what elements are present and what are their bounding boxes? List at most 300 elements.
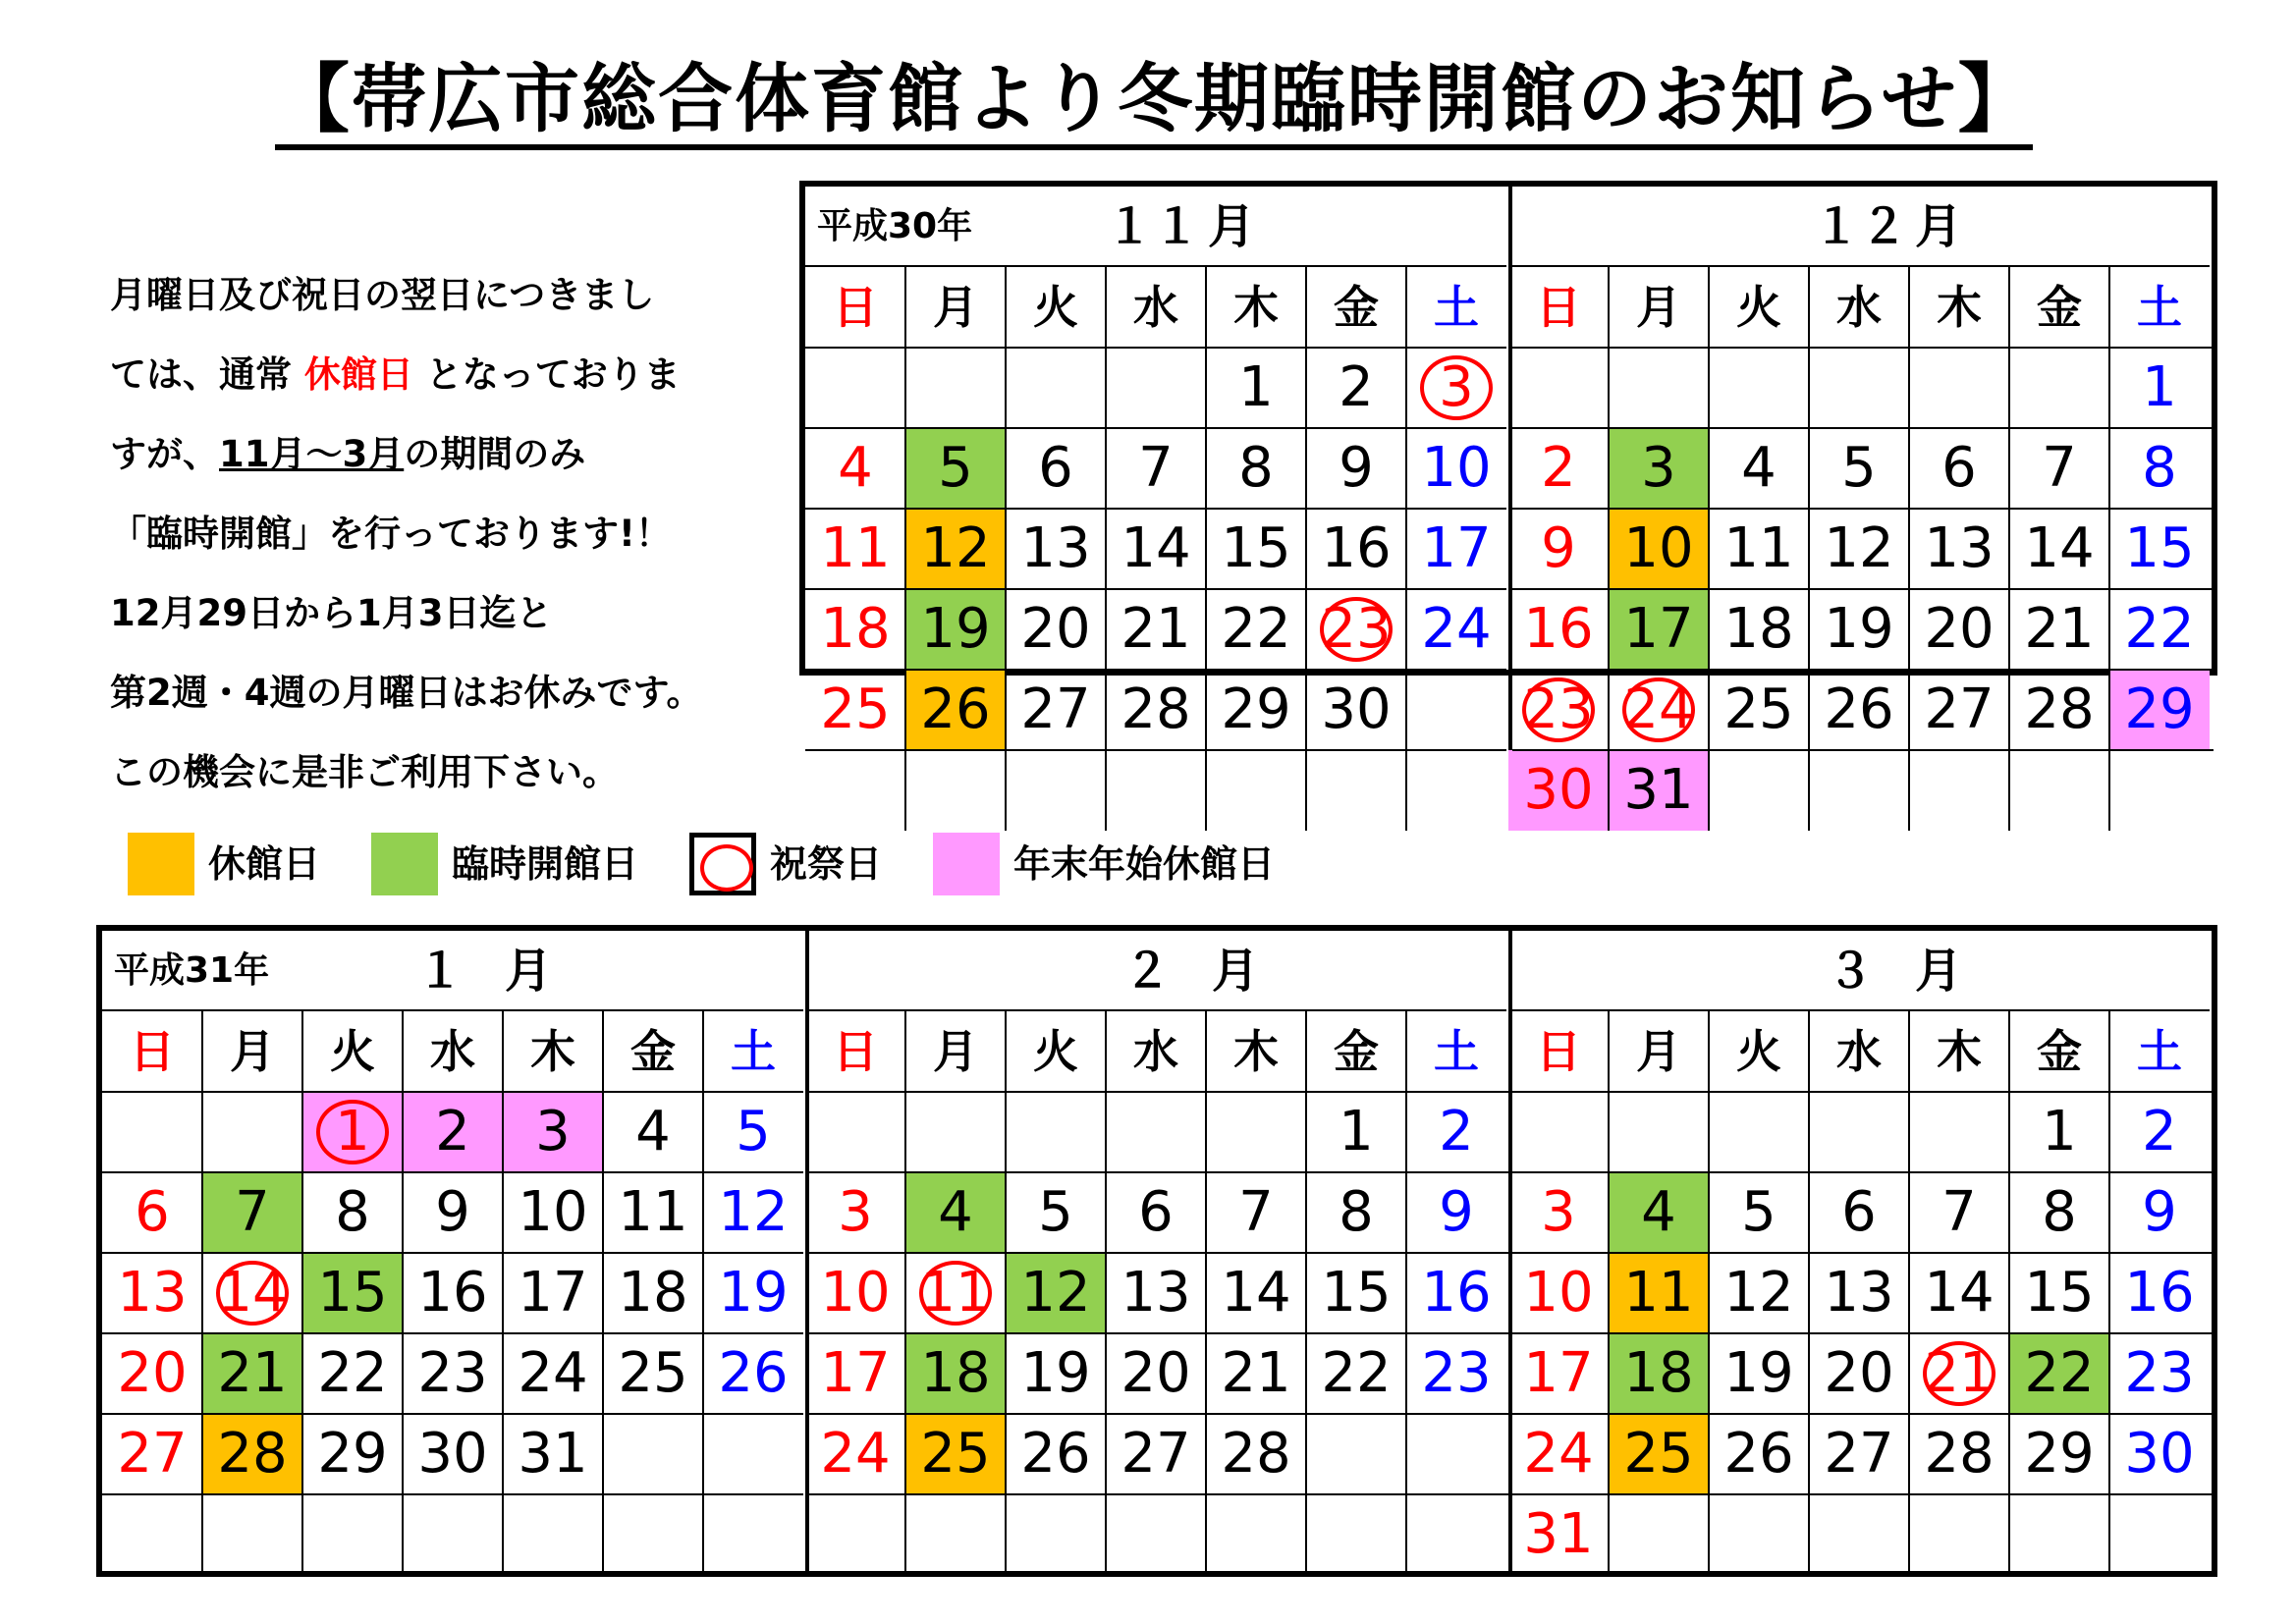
day-number: 16 [1421, 1261, 1492, 1325]
day-number: 4 [1741, 436, 1777, 500]
day-number: 27 [1824, 1422, 1894, 1486]
day-number: 14 [1121, 516, 1191, 580]
day-number: 6 [1841, 1180, 1877, 1244]
month-number: ３ [1827, 944, 1875, 999]
calendar-day [805, 428, 905, 509]
weekday-header: 月 [933, 281, 978, 334]
calendar-empty-cell [1609, 348, 1709, 428]
calendar-day [403, 1414, 503, 1494]
day-number: 12 [718, 1180, 789, 1244]
day-number: 28 [217, 1422, 288, 1486]
day-number: 7 [235, 1180, 270, 1244]
month-label: 月 [505, 944, 553, 999]
calendar-day [1508, 670, 1609, 750]
weekday-header: 月 [1636, 281, 1681, 334]
calendar-day [703, 1253, 803, 1333]
calendar-day [2109, 670, 2210, 750]
calendar-day [2009, 1253, 2109, 1333]
calendar-day [1809, 670, 1909, 750]
calendar-day [805, 670, 905, 750]
calendar-day [703, 1333, 803, 1414]
calendar-day [1909, 1414, 2009, 1494]
grid-col-line [1608, 267, 1610, 831]
calendar-day [2009, 1172, 2109, 1253]
month-label: 月 [1915, 944, 1963, 999]
notice-text-segment: の期間のみ [404, 433, 586, 475]
calendar-day [2009, 1414, 2109, 1494]
day-number: 4 [635, 1100, 671, 1164]
day-number: 23 [2124, 1341, 2195, 1405]
calendar-day [805, 1253, 905, 1333]
calendar-day [1106, 670, 1206, 750]
day-number: 10 [1421, 436, 1492, 500]
day-number: 18 [618, 1261, 688, 1325]
day-number: 30 [2124, 1422, 2195, 1486]
calendar-day [1106, 509, 1206, 589]
day-number: 10 [1523, 1261, 1594, 1325]
calendar-day [603, 1172, 703, 1253]
day-number: 22 [2124, 597, 2195, 661]
calendar-empty-cell [1106, 750, 1206, 831]
month-panel [1508, 931, 2210, 1575]
weekday-header: 月 [1636, 1025, 1681, 1078]
month-number: １１ [1106, 199, 1201, 254]
day-number: 15 [1321, 1261, 1392, 1325]
day-number: 27 [1121, 1422, 1191, 1486]
grid-col-line [2108, 1011, 2110, 1575]
day-number: 28 [1121, 677, 1191, 741]
calendar-empty-cell [805, 1494, 905, 1575]
calendar-day [1006, 670, 1106, 750]
weekday-header: 日 [833, 281, 878, 334]
grid-row-line [102, 1413, 803, 1415]
day-number: 31 [518, 1422, 588, 1486]
weekday-header: 水 [1133, 281, 1178, 334]
calendar-day [1508, 509, 1609, 589]
grid-col-line [2008, 267, 2010, 831]
weekday-header: 土 [1434, 1025, 1479, 1078]
day-number: 7 [2042, 436, 2077, 500]
day-number: 11 [820, 516, 891, 580]
calendar-day [1609, 670, 1709, 750]
grid-col-line [904, 1011, 906, 1575]
weekday-header: 金 [630, 1025, 676, 1078]
calendar-empty-cell [202, 1494, 302, 1575]
calendar-day [302, 1414, 403, 1494]
day-number: 17 [1421, 516, 1492, 580]
day-number: 16 [1321, 516, 1392, 580]
calendar-empty-cell [1609, 1494, 1709, 1575]
weekday-header: 月 [230, 1025, 275, 1078]
day-number: 2 [2142, 1100, 2177, 1164]
day-number: 3 [838, 1180, 873, 1244]
day-number: 8 [2042, 1180, 2077, 1244]
day-number: 22 [1221, 597, 1291, 661]
day-number: 4 [938, 1180, 973, 1244]
legend-closed-swatch [128, 833, 194, 895]
day-number: 29 [1221, 677, 1291, 741]
day-number: 9 [1339, 436, 1374, 500]
calendar-day [1306, 428, 1406, 509]
calendar-day [1206, 428, 1306, 509]
calendar-empty-cell [1306, 1414, 1406, 1494]
notice-line: 月曜日及び祝日の翌日につきまし [110, 274, 655, 316]
grid-col-line [1808, 267, 1810, 831]
grid-col-line [402, 1011, 404, 1575]
day-number: 13 [1020, 516, 1091, 580]
grid-col-line [1405, 267, 1407, 831]
calendar-day [1406, 509, 1506, 589]
calendar-day [1609, 1172, 1709, 1253]
grid-row-line [102, 1252, 803, 1254]
day-number: 12 [1723, 1261, 1794, 1325]
calendar-empty-cell [1709, 1092, 1809, 1172]
calendar-empty-cell [1609, 1092, 1709, 1172]
day-number: 29 [2124, 677, 2195, 741]
calendar-day [603, 1253, 703, 1333]
day-number: 25 [618, 1341, 688, 1405]
day-number: 21 [1221, 1341, 1291, 1405]
day-number: 27 [1020, 677, 1091, 741]
day-number: 7 [1941, 1180, 1977, 1244]
grid-col-line [201, 1011, 203, 1575]
calendar-day [1709, 1414, 1809, 1494]
notice-line: 12月29日から1月3日迄と [110, 592, 553, 634]
calendar-day [1006, 1172, 1106, 1253]
calendar-day [1306, 509, 1406, 589]
calendar-day [1406, 428, 1506, 509]
day-number: 13 [1121, 1261, 1191, 1325]
calendar-day [1909, 1172, 2009, 1253]
day-number: 5 [1741, 1180, 1777, 1244]
day-number: 3 [1541, 1180, 1576, 1244]
calendar-day [1809, 1172, 1909, 1253]
notice-line: 第2週・4週の月曜日はお休みです。 [110, 672, 703, 714]
day-number: 10 [1623, 516, 1694, 580]
calendar-day [1106, 1414, 1206, 1494]
grid-col-line [1205, 267, 1207, 831]
calendar-empty-cell [2109, 750, 2210, 831]
calendar-day [1206, 589, 1306, 670]
day-number: 9 [2142, 1180, 2177, 1244]
calendar-day [1406, 1092, 1506, 1172]
calendar-empty-cell [1106, 348, 1206, 428]
day-number: 1 [2042, 1100, 2077, 1164]
calendar-day [1609, 1333, 1709, 1414]
day-number: 6 [1941, 436, 1977, 500]
calendar-day [1406, 348, 1506, 428]
grid-col-line [1708, 1011, 1710, 1575]
grid-col-line [1608, 1011, 1610, 1575]
calendar-day [1306, 589, 1406, 670]
day-number: 26 [1020, 1422, 1091, 1486]
weekday-header: 土 [1434, 281, 1479, 334]
day-number: 19 [1723, 1341, 1794, 1405]
day-number: 17 [820, 1341, 891, 1405]
calendar-day [805, 1172, 905, 1253]
calendar-day [1508, 1333, 1609, 1414]
calendar-empty-cell [703, 1414, 803, 1494]
weekday-header: 火 [1736, 281, 1781, 334]
day-number: 8 [335, 1180, 370, 1244]
grid-col-line [1205, 1011, 1207, 1575]
weekday-header: 土 [2137, 1025, 2182, 1078]
day-number: 5 [1841, 436, 1877, 500]
calendar-day [1709, 1253, 1809, 1333]
calendar-day [805, 1414, 905, 1494]
weekday-header: 水 [1836, 1025, 1882, 1078]
legend-temp-open-label: 臨時開館日 [452, 842, 639, 886]
calendar-day [2109, 1092, 2210, 1172]
day-number: 19 [920, 597, 991, 661]
day-number: 14 [1924, 1261, 1995, 1325]
calendar-day [603, 1092, 703, 1172]
weekday-header: 火 [1033, 281, 1078, 334]
calendar-day [905, 1414, 1006, 1494]
day-number: 21 [1121, 597, 1191, 661]
day-number: 30 [1523, 758, 1594, 822]
weekday-header: 木 [1937, 1025, 1982, 1078]
calendar-day [102, 1333, 202, 1414]
grid-col-line [1708, 267, 1710, 831]
calendar-empty-cell [1106, 1494, 1206, 1575]
calendar-day [1306, 1333, 1406, 1414]
calendar-empty-cell [1508, 1092, 1609, 1172]
notice-line: 「臨時開館」を行っております!！ [110, 513, 672, 555]
month-header [809, 931, 1506, 1011]
day-number: 4 [1641, 1180, 1676, 1244]
calendar-day [1508, 1172, 1609, 1253]
day-number: 14 [2024, 516, 2095, 580]
day-number: 17 [1623, 597, 1694, 661]
grid-col-line [2108, 267, 2110, 831]
legend [128, 833, 1404, 895]
weekday-header: 土 [731, 1025, 776, 1078]
grid-col-line [1005, 1011, 1007, 1575]
calendar-empty-cell [905, 348, 1006, 428]
day-number: 3 [1439, 355, 1474, 419]
notice-line: この機会に是非ご利用下さい。 [110, 751, 619, 793]
day-number: 18 [1723, 597, 1794, 661]
calendar-day [2109, 1253, 2210, 1333]
calendar-empty-cell [1206, 1494, 1306, 1575]
month-header [805, 187, 1506, 267]
day-number: 16 [1523, 597, 1594, 661]
weekday-header: 火 [330, 1025, 375, 1078]
day-number: 24 [1421, 597, 1492, 661]
calendar-empty-cell [2109, 1494, 2210, 1575]
calendar-day [1006, 1333, 1106, 1414]
calendar-day [1406, 1333, 1506, 1414]
day-number: 29 [317, 1422, 388, 1486]
calendar-empty-cell [1909, 1092, 2009, 1172]
calendar-day [1609, 750, 1709, 831]
calendar-day [603, 1333, 703, 1414]
calendar-day [1306, 1092, 1406, 1172]
day-number: 2 [1439, 1100, 1474, 1164]
day-number: 15 [1221, 516, 1291, 580]
day-number: 22 [2024, 1341, 2095, 1405]
calendar-day [1406, 1253, 1506, 1333]
calendar-day [503, 1092, 603, 1172]
grid-col-line [1908, 267, 1910, 831]
day-number: 7 [1238, 1180, 1274, 1244]
calendar-day [403, 1092, 503, 1172]
weekday-header: 金 [1334, 1025, 1379, 1078]
calendar-day [1206, 1253, 1306, 1333]
grid-col-line [301, 1011, 303, 1575]
calendar-day [1909, 1333, 2009, 1414]
calendar-empty-cell [1206, 1092, 1306, 1172]
calendar-day [905, 509, 1006, 589]
weekday-header: 木 [530, 1025, 575, 1078]
grid-col-line [2008, 1011, 2010, 1575]
day-number: 6 [1038, 436, 1073, 500]
month-label: 月 [1208, 199, 1256, 254]
calendar-day [2109, 1172, 2210, 1253]
day-number: 17 [518, 1261, 588, 1325]
calendar-empty-cell [1406, 1494, 1506, 1575]
day-number: 29 [2024, 1422, 2095, 1486]
calendar-day [302, 1253, 403, 1333]
day-number: 19 [1020, 1341, 1091, 1405]
calendar-empty-cell [603, 1414, 703, 1494]
calendar-day [202, 1253, 302, 1333]
calendar-day [905, 670, 1006, 750]
calendar-empty-cell [1809, 1494, 1909, 1575]
grid-col-line [1305, 267, 1307, 831]
grid-col-line [602, 1011, 604, 1575]
day-number: 20 [1924, 597, 1995, 661]
month-panel [102, 931, 803, 1575]
day-number: 11 [920, 1261, 991, 1325]
day-number: 24 [1523, 1422, 1594, 1486]
calendar-empty-cell [1809, 750, 1909, 831]
weekday-header: 日 [130, 1025, 175, 1078]
day-number: 5 [938, 436, 973, 500]
calendar-day [703, 1092, 803, 1172]
calendar-day [1809, 1333, 1909, 1414]
calendar-empty-cell [603, 1494, 703, 1575]
month-header [1512, 931, 2210, 1011]
grid-col-line [1808, 1011, 1810, 1575]
day-number: 6 [1138, 1180, 1174, 1244]
calendar-day [403, 1172, 503, 1253]
notice-text-segment: すが、 [110, 433, 219, 475]
day-number: 24 [820, 1422, 891, 1486]
month-label: 月 [1212, 944, 1260, 999]
calendar-empty-cell [1006, 750, 1106, 831]
day-number: 21 [217, 1341, 288, 1405]
calendar-2019 [96, 925, 2217, 1577]
calendar-day [1006, 1414, 1106, 1494]
calendar-empty-cell [102, 1092, 202, 1172]
calendar-day [805, 1333, 905, 1414]
calendar-day [1508, 589, 1609, 670]
calendar-day [2009, 509, 2109, 589]
calendar-day [905, 1172, 1006, 1253]
calendar-day [202, 1172, 302, 1253]
calendar-day [805, 589, 905, 670]
era-year-label: 平成31年 [114, 950, 270, 991]
calendar-empty-cell [1406, 670, 1506, 750]
calendar-empty-cell [1306, 1494, 1406, 1575]
calendar-empty-cell [1909, 1494, 2009, 1575]
month-number: １２ [1813, 199, 1908, 254]
calendar-day [503, 1414, 603, 1494]
day-number: 12 [1824, 516, 1894, 580]
closed-day-emphasis: 休館日 [303, 353, 413, 396]
day-number: 14 [1221, 1261, 1291, 1325]
calendar-day [1909, 428, 2009, 509]
calendar-empty-cell [302, 1494, 403, 1575]
day-number: 30 [1321, 677, 1392, 741]
calendar-day [2009, 589, 2109, 670]
day-number: 25 [920, 1422, 991, 1486]
weekday-header: 木 [1937, 281, 1982, 334]
day-number: 1 [1339, 1100, 1374, 1164]
calendar-empty-cell [805, 1092, 905, 1172]
calendar-day [2009, 1092, 2109, 1172]
holiday-circle-icon [689, 833, 756, 895]
calendar-day [503, 1333, 603, 1414]
grid-row-line [102, 1091, 803, 1093]
weekday-header: 水 [1836, 281, 1882, 334]
day-number: 9 [1439, 1180, 1474, 1244]
calendar-day [1609, 428, 1709, 509]
day-number: 24 [1623, 677, 1694, 741]
calendar-day [1709, 1333, 1809, 1414]
calendar-day [302, 1092, 403, 1172]
weekday-header: 月 [933, 1025, 978, 1078]
calendar-day [703, 1172, 803, 1253]
day-number: 23 [1421, 1341, 1492, 1405]
calendar-day [302, 1172, 403, 1253]
grid-col-line [904, 267, 906, 831]
day-number: 28 [1221, 1422, 1291, 1486]
weekday-header: 火 [1736, 1025, 1781, 1078]
day-number: 25 [820, 677, 891, 741]
calendar-day [102, 1253, 202, 1333]
day-number: 1 [335, 1100, 370, 1164]
calendar-day [2009, 428, 2109, 509]
day-number: 26 [718, 1341, 789, 1405]
calendar-day [1508, 1494, 1609, 1575]
day-number: 15 [2124, 516, 2195, 580]
calendar-day [1006, 509, 1106, 589]
weekday-header: 日 [1536, 281, 1581, 334]
day-number: 1 [1238, 355, 1274, 419]
day-number: 2 [435, 1100, 470, 1164]
calendar-day [403, 1333, 503, 1414]
calendar-day [202, 1333, 302, 1414]
day-number: 7 [1138, 436, 1174, 500]
calendar-day [2109, 348, 2210, 428]
day-number: 6 [135, 1180, 170, 1244]
grid-row-line [102, 1171, 803, 1173]
calendar-empty-cell [805, 348, 905, 428]
day-number: 12 [920, 516, 991, 580]
grid-col-line [1305, 1011, 1307, 1575]
month-label: 月 [1915, 199, 1963, 254]
grid-row-line [805, 427, 1506, 429]
calendar-day [1709, 1172, 1809, 1253]
calendar-empty-cell [1106, 1092, 1206, 1172]
calendar-empty-cell [102, 1494, 202, 1575]
notice-text [110, 255, 812, 812]
calendar-day [1609, 509, 1709, 589]
grid-col-line [1105, 1011, 1107, 1575]
